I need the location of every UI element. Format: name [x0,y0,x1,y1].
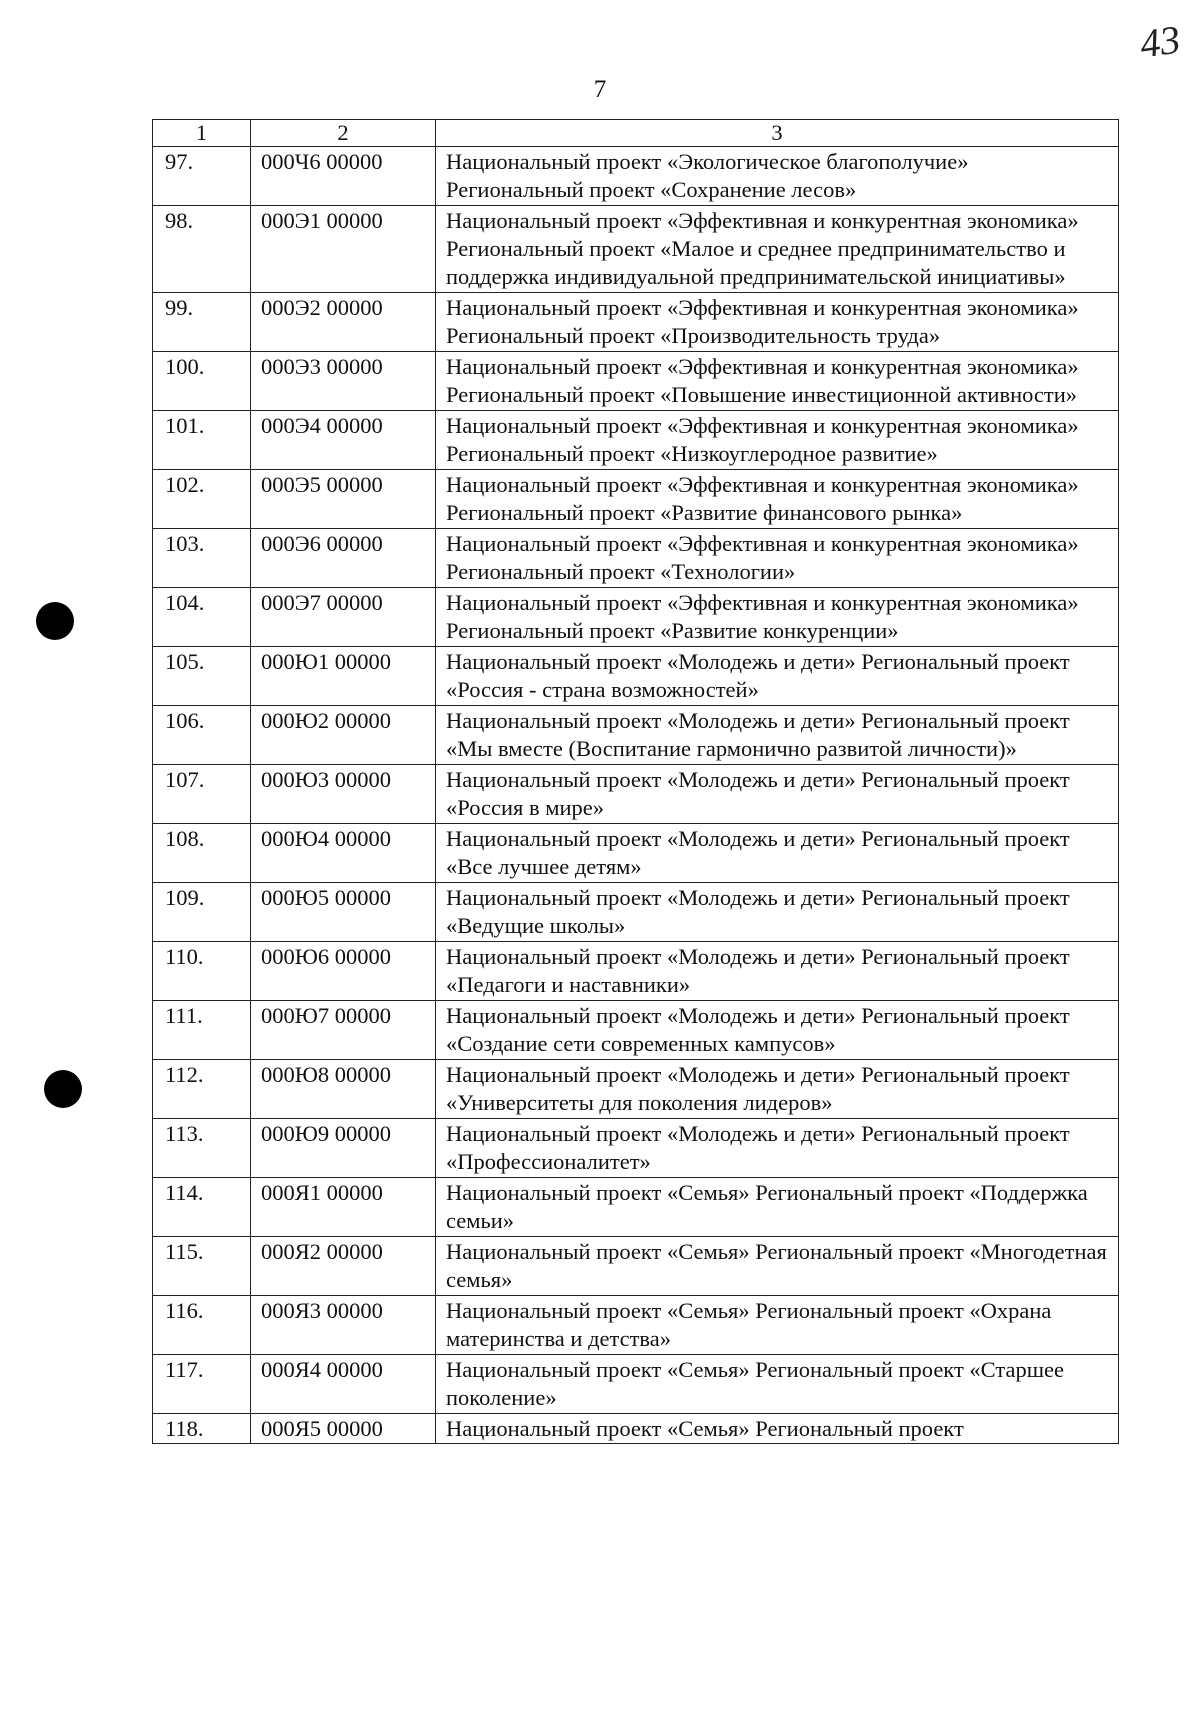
column-header-number: 1 [153,120,251,147]
row-description: Национальный проект «Экологическое благополучие» Региональный проект «Сохранение лесов» [436,147,1119,206]
row-number: 117. [153,1355,251,1414]
row-number: 110. [153,942,251,1001]
table-row [153,1060,1119,1119]
row-description: Национальный проект «Молодежь и дети» Региональный проект «Педагоги и наставники» [436,942,1119,1001]
row-number: 111. [153,1001,251,1060]
row-code: 000Ю5 00000 [251,883,436,942]
row-number: 101. [153,411,251,470]
row-code: 000Ю8 00000 [251,1060,436,1119]
row-number: 103. [153,529,251,588]
page-number: 7 [593,76,607,103]
row-description: Национальный проект «Семья» Региональный проект «Многодетная семья» [436,1237,1119,1296]
table-row [153,206,1119,293]
table-row [153,352,1119,411]
row-description: Национальный проект «Эффективная и конкурентная экономика» Региональный проект «Малое и среднее предпринимательство и поддержка индивидуальной предпринимательской инициативы» [436,206,1119,293]
row-code: 000Ю7 00000 [251,1001,436,1060]
table-row [153,1414,1119,1444]
row-description: Национальный проект «Эффективная и конкурентная экономика» Региональный проект «Технологии» [436,529,1119,588]
row-code: 000Э4 00000 [251,411,436,470]
row-code: 000Я4 00000 [251,1355,436,1414]
row-number: 118. [153,1414,251,1444]
row-code: 000Я5 00000 [251,1414,436,1444]
table-row [153,765,1119,824]
row-description: Национальный проект «Семья» Региональный проект «Старшее поколение» [436,1355,1119,1414]
row-code: 000Ю2 00000 [251,706,436,765]
row-code: 000Ю6 00000 [251,942,436,1001]
row-number: 109. [153,883,251,942]
row-code: 000Ю1 00000 [251,647,436,706]
row-description: Национальный проект «Семья» Региональный проект «Охрана материнства и детства» [436,1296,1119,1355]
row-description: Национальный проект «Эффективная и конкурентная экономика» Региональный проект «Низкоуглеродное развитие» [436,411,1119,470]
row-code: 000Э1 00000 [251,206,436,293]
table-row [153,1296,1119,1355]
table-row [153,411,1119,470]
row-code: 000Я3 00000 [251,1296,436,1355]
row-number: 114. [153,1178,251,1237]
table-row [153,706,1119,765]
row-number: 113. [153,1119,251,1178]
table-row [153,147,1119,206]
row-description: Национальный проект «Эффективная и конкурентная экономика» Региональный проект «Повышение инвестиционной активности» [436,352,1119,411]
row-description: Национальный проект «Молодежь и дети» Региональный проект «Россия - страна возможностей» [436,647,1119,706]
row-number: 115. [153,1237,251,1296]
row-code: 000Ч6 00000 [251,147,436,206]
table-header-row [153,120,1119,147]
row-number: 106. [153,706,251,765]
table-row [153,470,1119,529]
row-number: 116. [153,1296,251,1355]
table-row [153,588,1119,647]
row-description: Национальный проект «Эффективная и конкурентная экономика» Региональный проект «Развитие конкуренции» [436,588,1119,647]
row-code: 000Ю9 00000 [251,1119,436,1178]
row-description: Национальный проект «Семья» Региональный проект [436,1414,1119,1444]
row-code: 000Ю4 00000 [251,824,436,883]
row-description: Национальный проект «Молодежь и дети» Региональный проект «Создание сети современных кампусов» [436,1001,1119,1060]
column-header-description: 3 [436,120,1119,147]
row-description: Национальный проект «Молодежь и дети» Региональный проект «Ведущие школы» [436,883,1119,942]
table-row [153,1178,1119,1237]
table-row [153,1001,1119,1060]
table-row [153,1355,1119,1414]
projects-table [152,119,1119,1444]
table-row [153,942,1119,1001]
row-number: 99. [153,293,251,352]
row-number: 104. [153,588,251,647]
row-description: Национальный проект «Молодежь и дети» Региональный проект «Россия в мире» [436,765,1119,824]
punch-hole [44,1070,82,1108]
row-number: 112. [153,1060,251,1119]
row-description: Национальный проект «Молодежь и дети» Региональный проект «Мы вместе (Воспитание гармонично развитой личности)» [436,706,1119,765]
row-code: 000Э7 00000 [251,588,436,647]
row-number: 97. [153,147,251,206]
row-number: 107. [153,765,251,824]
row-number: 98. [153,206,251,293]
row-description: Национальный проект «Эффективная и конкурентная экономика» Региональный проект «Развитие финансового рынка» [436,470,1119,529]
row-code: 000Э5 00000 [251,470,436,529]
row-description: Национальный проект «Молодежь и дети» Региональный проект «Профессионалитет» [436,1119,1119,1178]
row-code: 000Э2 00000 [251,293,436,352]
punch-hole [36,602,74,640]
row-code: 000Э3 00000 [251,352,436,411]
table-row [153,1119,1119,1178]
row-code: 000Я1 00000 [251,1178,436,1237]
row-number: 102. [153,470,251,529]
row-code: 000Я2 00000 [251,1237,436,1296]
row-code: 000Ю3 00000 [251,765,436,824]
row-description: Национальный проект «Молодежь и дети» Региональный проект «Университеты для поколения лидеров» [436,1060,1119,1119]
row-description: Национальный проект «Эффективная и конкурентная экономика» Региональный проект «Производительность труда» [436,293,1119,352]
table-row [153,1237,1119,1296]
table-row [153,824,1119,883]
row-description: Национальный проект «Молодежь и дети» Региональный проект «Все лучшее детям» [436,824,1119,883]
table-row [153,293,1119,352]
table-row [153,529,1119,588]
row-number: 100. [153,352,251,411]
column-header-code: 2 [251,120,436,147]
handwritten-page-mark: 43 [1137,16,1183,67]
row-code: 000Э6 00000 [251,529,436,588]
row-number: 105. [153,647,251,706]
table-row [153,647,1119,706]
row-description: Национальный проект «Семья» Региональный проект «Поддержка семьи» [436,1178,1119,1237]
table-row [153,883,1119,942]
row-number: 108. [153,824,251,883]
